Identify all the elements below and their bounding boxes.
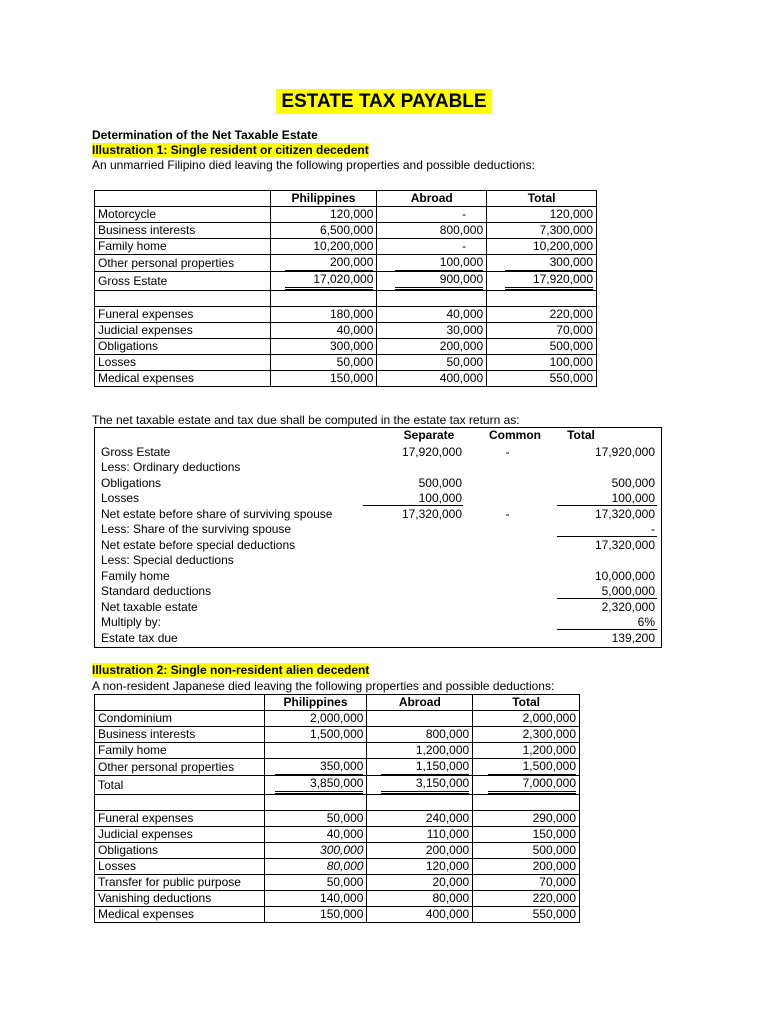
row-label: Losses [101, 491, 140, 505]
cell: 150,000 [264, 907, 367, 923]
cell: 400,000 [377, 371, 487, 387]
cell: 1,200,000 [473, 743, 580, 759]
cell: 50,000 [264, 811, 367, 827]
cell: 139,200 [611, 631, 655, 645]
cell: 2,000,000 [264, 711, 367, 727]
cell: 300,000 [270, 339, 377, 355]
row-label: Gross Estate [101, 445, 171, 459]
row-label: Judicial expenses [95, 827, 265, 843]
cell: 300,000 [264, 843, 367, 859]
cell: 200,000 [285, 255, 373, 271]
section-heading: Determination of the Net Taxable Estate [92, 128, 318, 142]
row-label: Losses [95, 355, 271, 371]
column-header: Total [487, 191, 597, 207]
row-label: Vanishing deductions [95, 891, 265, 907]
cell: 7,000,000 [488, 776, 576, 794]
row-label: Net estate before special deductions [101, 538, 296, 552]
table-header-row [95, 695, 580, 711]
row-label: Medical expenses [95, 907, 265, 923]
row-label: Funeral expenses [95, 307, 271, 323]
cell: 40,000 [264, 827, 367, 843]
cell: 500,000 [487, 339, 597, 355]
row-label: Family home [95, 239, 271, 255]
cell: 40,000 [377, 307, 487, 323]
cell: 17,320,000 [594, 507, 655, 521]
cell: 17,320,000 [594, 538, 655, 552]
table-row [95, 711, 580, 727]
row-label: Other personal properties [95, 759, 265, 776]
cell: 100,000 [418, 491, 462, 505]
table-row [95, 759, 580, 776]
cell: 10,200,000 [487, 239, 597, 255]
table-row [95, 307, 597, 323]
subtotal-rule [557, 536, 657, 537]
cell: 800,000 [377, 223, 487, 239]
cell: 110,000 [367, 827, 473, 843]
cell: 100,000 [395, 255, 483, 271]
subtotal-rule [557, 505, 657, 506]
cell: 180,000 [270, 307, 377, 323]
row-label: Condominium [95, 711, 265, 727]
cell: 17,320,000 [401, 507, 462, 521]
row-label: Family home [95, 743, 265, 759]
cell: 3,850,000 [275, 776, 363, 794]
table-row [95, 811, 580, 827]
table-row [95, 272, 597, 291]
cell: 500,000 [473, 843, 580, 859]
table-row [95, 843, 580, 859]
cell: 10,200,000 [270, 239, 377, 255]
cell: - [377, 207, 487, 223]
cell: 200,000 [377, 339, 487, 355]
column-header: Philippines [264, 695, 367, 711]
cell: 2,300,000 [473, 727, 580, 743]
cell: 550,000 [487, 371, 597, 387]
row-label: Losses [95, 859, 265, 875]
table-row [95, 743, 580, 759]
column-header: Abroad [367, 695, 473, 711]
cell: 20,000 [367, 875, 473, 891]
cell: 1,500,000 [264, 727, 367, 743]
row-label: Less: Share of the surviving spouse [101, 522, 292, 536]
column-header: Common [489, 428, 541, 442]
column-header: Philippines [270, 191, 377, 207]
cell: 10,000,000 [594, 569, 655, 583]
table-row [95, 727, 580, 743]
row-label: Funeral expenses [95, 811, 265, 827]
cell: 300,000 [505, 255, 593, 271]
cell: 80,000 [367, 891, 473, 907]
row-label: Other personal properties [95, 255, 271, 272]
column-header: Total [473, 695, 580, 711]
cell: 17,920,000 [594, 445, 655, 459]
cell: 200,000 [473, 859, 580, 875]
column-header: Separate [403, 428, 455, 442]
row-label: Motorcycle [95, 207, 271, 223]
cell: - [651, 522, 655, 536]
row-label: Net estate before share of surviving spouse [101, 507, 333, 521]
row-label: Business interests [95, 727, 265, 743]
illustration-1-heading: Illustration 1: Single resident or citizen decedent [92, 143, 369, 157]
cell: 350,000 [275, 759, 363, 775]
subtotal-rule [363, 505, 463, 506]
cell: - [505, 445, 510, 459]
cell [367, 711, 473, 727]
row-label: Less: Ordinary deductions [101, 460, 241, 474]
cell: 17,920,000 [505, 272, 593, 290]
cell: 500,000 [611, 476, 655, 490]
cell: 1,500,000 [488, 759, 576, 775]
illustration-2-intro: A non-resident Japanese died leaving the following properties and possible deductions: [92, 679, 555, 693]
row-label: Multiply by: [101, 615, 162, 629]
cell: 50,000 [377, 355, 487, 371]
row-label: Estate tax due [101, 631, 178, 645]
cell: 120,000 [487, 207, 597, 223]
column-header: Abroad [377, 191, 487, 207]
spacer-row [95, 291, 597, 307]
table-row [95, 371, 597, 387]
table-row [95, 776, 580, 795]
cell [264, 743, 367, 759]
computation-box [94, 427, 662, 648]
cell: 70,000 [473, 875, 580, 891]
cell: 100,000 [487, 355, 597, 371]
cell: 240,000 [367, 811, 473, 827]
cell: 50,000 [264, 875, 367, 891]
row-label: Gross Estate [95, 272, 271, 291]
table-row [95, 355, 597, 371]
table-row [95, 239, 597, 255]
cell: 400,000 [367, 907, 473, 923]
cell: 800,000 [367, 727, 473, 743]
table-row [95, 323, 597, 339]
row-label: Standard deductions [101, 584, 212, 598]
row-label: Transfer for public purpose [95, 875, 265, 891]
table-row [95, 859, 580, 875]
computation-intro: The net taxable estate and tax due shall be computed in the estate tax return as: [92, 413, 520, 427]
cell: 2,000,000 [473, 711, 580, 727]
cell: 5,000,000 [601, 584, 655, 598]
cell: 17,020,000 [285, 272, 373, 290]
cell: 120,000 [367, 859, 473, 875]
cell: 7,300,000 [487, 223, 597, 239]
subtotal-rule [557, 598, 657, 599]
illustration-1-intro: An unmarried Filipino died leaving the following properties and possible deductions: [92, 158, 535, 172]
cell: 3,150,000 [381, 776, 469, 794]
cell: 500,000 [418, 476, 462, 490]
cell: 120,000 [270, 207, 377, 223]
illustration-2-heading: Illustration 2: Single non-resident alien decedent [92, 663, 370, 677]
page-title: ESTATE TAX PAYABLE [276, 89, 492, 114]
cell: 200,000 [367, 843, 473, 859]
row-label: Obligations [95, 843, 265, 859]
cell: 1,150,000 [381, 759, 469, 775]
row-label: Medical expenses [95, 371, 271, 387]
cell: - [377, 239, 487, 255]
table-row [95, 223, 597, 239]
cell: 100,000 [611, 491, 655, 505]
table-header-row [95, 191, 597, 207]
illustration-1-table [94, 190, 597, 387]
row-label: Obligations [95, 339, 271, 355]
cell: 6,500,000 [270, 223, 377, 239]
cell: 2,320,000 [601, 600, 655, 614]
cell: 550,000 [473, 907, 580, 923]
row-label: Judicial expenses [95, 323, 271, 339]
row-label: Total [95, 776, 265, 795]
cell: 30,000 [377, 323, 487, 339]
cell: - [505, 507, 510, 521]
table-row [95, 907, 580, 923]
cell: 50,000 [270, 355, 377, 371]
cell: 40,000 [270, 323, 377, 339]
table-row [95, 207, 597, 223]
table-row [95, 875, 580, 891]
cell: 1,200,000 [367, 743, 473, 759]
table-row [95, 255, 597, 272]
table-row [95, 827, 580, 843]
illustration-2-table [94, 694, 580, 923]
subtotal-rule [557, 629, 657, 630]
cell: 6% [637, 615, 655, 629]
spacer-row [95, 795, 580, 811]
table-row [95, 339, 597, 355]
cell: 220,000 [487, 307, 597, 323]
cell: 290,000 [473, 811, 580, 827]
column-header: Total [567, 428, 595, 442]
cell: 80,000 [264, 859, 367, 875]
cell: 150,000 [473, 827, 580, 843]
cell: 900,000 [395, 272, 483, 290]
cell: 140,000 [264, 891, 367, 907]
row-label: Family home [101, 569, 170, 583]
table-row [95, 891, 580, 907]
cell: 70,000 [487, 323, 597, 339]
row-label: Obligations [101, 476, 162, 490]
cell: 150,000 [270, 371, 377, 387]
row-label: Business interests [95, 223, 271, 239]
cell: 17,920,000 [401, 445, 462, 459]
row-label: Less: Special deductions [101, 553, 234, 567]
row-label: Net taxable estate [101, 600, 198, 614]
cell: 220,000 [473, 891, 580, 907]
